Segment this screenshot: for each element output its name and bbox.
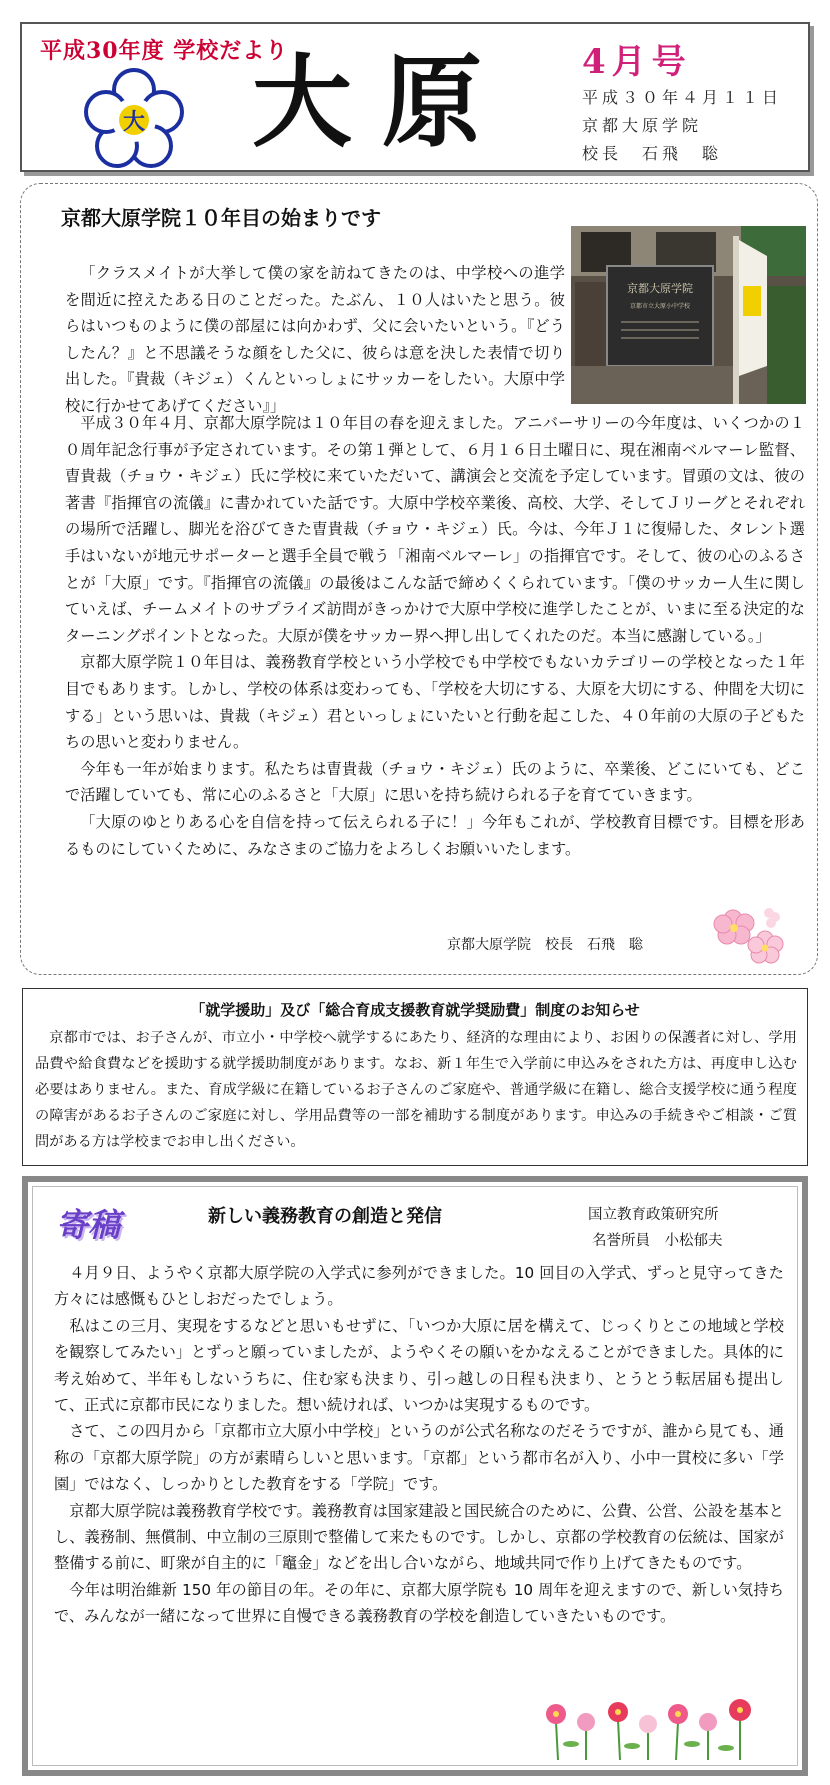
paragraph: 平成３０年４月、京都大原学院は１０年目の春を迎えました。アニバーサリーの今年度は、いくつかの１０周年記念行事が予定されています。その第１弾として、６月１６日土曜日に、現在湘南ベルマーレ監督、曺貴裁（チョウ・キジェ）氏に学校に来ていただいて、講演会と交流を予定しています。冒頭の文は、彼の著書『指揮官の流儀』に書かれていた話です。大原中学校卒業後、高校、大学、そしてＪリーグとそれぞれの場所で活躍し、脚光を浴びてきた曺貴裁（チョウ・キジェ）氏。今は、今年Ｊ１に復帰した、タレント選手はいないが地元サポーターと選手全員で戦う「湘南ベルマーレ」の指揮官です。そして、彼の心のふるさとが「大原」です。『指揮官の流儀』の最後はこんな話で締めくくられています。「僕のサッカー人生に関していえば、チームメイトのサプライズ訪問がきっかけで大原中学校に進学したことが、いまに至る決定的なターニングポイントとなった。大原が僕をサッカー界へ押し出してくれたのだ。本当に感謝している。」 [65,414,805,645]
newsletter-title: 大原 [252,43,512,161]
paragraph: 今年も一年が始まります。私たちは曺貴裁（チョウ・キジェ）氏のように、卒業後、どこにいても、どこで活躍していても、常に心のふるさと「大原」に思いを持ち続けられる子を育てていきます。 [65,759,805,805]
principal-message-body [65,410,805,862]
contribution-body [54,1260,784,1630]
principal-name: 校長 石飛 聡 [582,144,723,163]
paragraph: 京都大原学院は義務教育学校です。義務教育は国家建設と国民統合のために、公費、公営、公設を基本とし、義務制、無償制、中立制の三原則で整備して来たものです。しかし、京都の学校教育の伝統は、国家が整備する前に、町衆が自主的に「竈金」などを出し合いながら、地域共同で作り上げてきたものです。 [54,1501,784,1573]
notice-title: 「就学援助」及び「総合育成支援教育就学奨励費」制度のお知らせ [190,1001,640,1019]
contributor-organization: 国立教育政策研究所 [588,1207,719,1223]
paragraph: さて、この四月から「京都市立大原小中学校」というのが公式名称なのだそうですが、誰から見ても、通称の「京都大原学院」の方が素晴らしいと思います。「京都」という都市名が入り、小中一貫校に多い「学園」ではなく、しっかりとした教育をする「学院」です。 [54,1422,784,1494]
paragraph: ４月９日、ようやく京都大原学院の入学式に参列ができました。10 回目の入学式、ずっと見守ってきた方々には感慨もひとしおだったでしょう。 [54,1264,784,1309]
header-meta [582,84,782,168]
newsletter-subtitle: 平成30年度 学校だより [40,38,289,64]
contributor-name: 名誉所員 小松郁夫 [592,1233,723,1249]
paragraph: 京都大原学院１０年目は、義務教育学校という小学校でも中学校でもないカテゴリーの学校となった１年目でもあります。しかし、学校の体系は変わっても、「学校を大切にする、大原を大切にする、仲間を大切にする」という思いは、貴裁（キジェ）君といっしょにいたいと行動を起こした、４０年前の大原の子どもたちの思いと変わりません。 [65,653,805,752]
principal-message-section [20,183,818,975]
notice-body: 京都市では、お子さんが、市立小・中学校へ就学するにあたり、経済的な理由により、お困りの保護者に対し、学用品費や給食費などを援助する就学援助制度があります。なお、新１年生で入学前に申込みをされた方は、再度申し込む必要はありません。また、育成学級に在籍しているお子さんのご家庭や、普通学級に在籍し、総合支援学校に通う程度の障害があるお子さんのご家庭に対し、学用品費等の一部を補助する制度があります。申込みの手続きやご相談・ご質問がある方は学校までお申し出ください。 [35,1030,797,1150]
school-name: 京都大原学院 [582,116,703,135]
newsletter-header [20,22,810,172]
principal-signature: 京都大原学院 校長 石飛 聡 [447,937,643,953]
contribution-title: 新しい義務教育の創造と発信 [208,1206,442,1227]
plaque-text-1: 京都大原学院 [627,282,693,295]
contribution-badge: 寄稿 [56,1206,121,1244]
school-plaque-photo [571,226,806,404]
paragraph: 今年は明治維新 150 年の節目の年。その年に、京都大原学院も 10 周年を迎えますので、新しい気持ちで、みんなが一緒になって世界に自慢できる義務教育の学校を創造していきたいものです。 [54,1580,784,1626]
paragraph: 私はこの三月、実現をするなどと思いもせずに、「いつか大原に居を構えて、じっくりとこの地域と学校を観察してみたい」とずっと願っていましたが、ようやくその願いをかなえることができました。具体的に考え始めて、半年もしないうちに、住む家も決まり、引っ越しの日程も決まり、とうとう転居届も提出して、正式に京都市民になりました。想い続ければ、いつかは実現するものです。 [54,1316,784,1415]
school-emblem-icon [84,68,184,168]
svg-text:大: 大 [122,110,146,135]
cherry-blossom-icon [711,899,791,969]
plaque-text-2: 京都市立大原小中学校 [629,303,691,310]
section-title: 京都大原学院１０年目の始まりです [61,206,381,230]
paragraph: 「大原のゆとりある心を自信を持って伝えられる子に！」今年もこれが、学校教育目標です。目標を形あるものにしていくために、みなさまのご協力をよろしくお願いいたします。 [65,812,805,858]
financial-aid-notice [22,988,808,1166]
contribution-section [22,1176,808,1776]
contributor-info [588,1202,723,1254]
issue-label: 4月号 [582,42,692,82]
flowers-icon [536,1682,766,1762]
issue-date: 平成３０年４月１１日 [582,88,783,107]
opening-quote: 「クラスメイトが大挙して僕の家を訪ねてきたのは、中学校への進学を間近に控えたある日のことだった。たぶん、１０人はいたと思う。彼らはいつものように僕の部屋には向かわず、父に会いたいという。『どうしたん？』と不思議そうな顔をした父に、彼らは意を決した表情で切り出した。『貴裁（キジェ）くんといっしょにサッカーをしたい。大原中学校に行かせてあげてください』」 [65,264,565,415]
